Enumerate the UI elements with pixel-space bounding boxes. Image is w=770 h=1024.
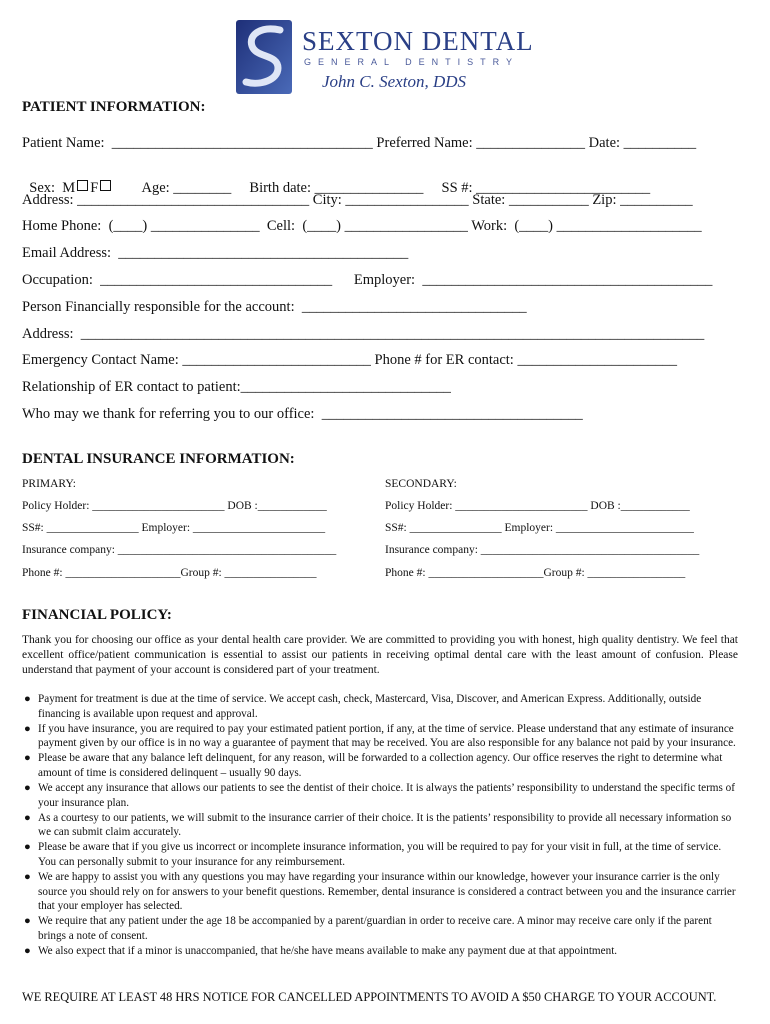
primary-insurance-company[interactable]: Insurance company: ______________________________________	[22, 544, 337, 556]
secondary-phone-group[interactable]: Phone #: ____________________Group #: _________________	[385, 567, 686, 579]
policy-item: ● We accept any insurance that allows our patients to see the dentist of their choice. It is always the patients’ responsibility to understand the specific terms of your insurance plan.	[24, 782, 735, 809]
policy-item: ● Please be aware that if you give us incorrect or incomplete insurance information, you will be required to pay for your visit in full, at the time of service. You can personally submit to your insurance for any reimbursement.	[24, 841, 722, 869]
policy-item: ● We are happy to assist you with any questions you may have regarding your insurance within our knowledge, however your insurance carrier is the only source you should rely on for answers to your benefit questions. Remember, dental insurance is considered a contract between you and the insurance carrier that your employer has selected.	[24, 871, 736, 913]
occupation-row[interactable]: Occupation: ________________________________ Employer: ________________________________________	[22, 272, 713, 288]
sex-m-checkbox[interactable]	[77, 180, 88, 191]
bullet-icon: ●	[24, 722, 31, 735]
patient-info-title: PATIENT INFORMATION:	[22, 99, 206, 115]
primary-label: PRIMARY:	[22, 478, 76, 490]
bullet-icon: ●	[24, 811, 31, 824]
sex-f-checkbox[interactable]	[100, 180, 111, 191]
bullet-icon: ●	[24, 945, 31, 958]
financial-policy-title: FINANCIAL POLICY:	[22, 607, 172, 623]
sex-m-label: M	[62, 180, 76, 196]
letterhead	[236, 18, 536, 98]
policy-list	[22, 692, 740, 959]
phone-row[interactable]: Home Phone: (____) _______________ Cell: (____) _________________ Work: (____) ____________________	[22, 218, 702, 234]
primary-ss-employer[interactable]: SS#: ________________ Employer: _______________________	[22, 522, 326, 534]
sex-label: Sex:	[29, 180, 56, 196]
emergency-contact-row[interactable]: Emergency Contact Name: __________________________ Phone # for ER contact: ______________________	[22, 352, 677, 368]
address-row[interactable]: Address: ________________________________ City: _________________ State: ___________ Zip: __________	[22, 192, 693, 208]
responsible-party-row[interactable]: Person Financially responsible for the account: _______________________________	[22, 299, 527, 315]
sex-f-label: F	[90, 180, 99, 196]
policy-item: ● We also expect that if a minor is unaccompanied, that he/she have means available to make any payment due at that appointment.	[24, 945, 618, 958]
bullet-icon: ●	[24, 841, 31, 854]
policy-item: ● As a courtesy to our patients, we will submit to the insurance carrier of their choice. It is the patients’ responsibility to provide all necessary information so we can submit claim accurately.	[24, 811, 732, 839]
policy-item: ● If you have insurance, you are required to pay your estimated patient portion, if any, at the time of service. Please understand that any estimate of insurance payment given by our office is in no way a guarantee of payment that may be received. You are also responsible for any balance not paid by your insurance.	[24, 722, 736, 750]
sexton-s-logo-icon	[236, 20, 292, 94]
referral-row[interactable]: Who may we thank for referring you to our office: ____________________________________	[22, 406, 583, 422]
doctor-name: John C. Sexton, DDS	[322, 72, 467, 91]
policy-item: ● Payment for treatment is due at the time of service. We accept cash, check, Mastercard, Visa, Discover, and American Express. Additionally, outside financing is available upon request and approval.	[24, 693, 702, 720]
responsible-address-row[interactable]: Address: ______________________________________________________________________________________	[22, 326, 705, 342]
insurance-title: DENTAL INSURANCE INFORMATION:	[22, 451, 295, 467]
secondary-insurance-company[interactable]: Insurance company: ______________________________________	[385, 544, 700, 556]
financial-intro: Thank you for choosing our office as your dental health care provider. We are committed to providing you with honest, high quality dentistry. We feel that excellent office/patient communication is essential to assist our patients in receiving optimal dental care with the least amount of confusion. Please understand that payment of your account is considered part of your treatment.	[22, 634, 738, 676]
bullet-icon: ●	[24, 915, 31, 928]
secondary-ss-employer[interactable]: SS#: ________________ Employer: ________________________	[385, 522, 694, 534]
brand-name: SEXTON DENTAL	[302, 26, 534, 56]
bullet-icon: ●	[24, 871, 31, 884]
brand-tagline: GENERAL DENTISTRY	[304, 57, 520, 67]
secondary-policy-holder[interactable]: Policy Holder: _______________________ DOB :____________	[385, 500, 690, 512]
bullet-icon: ●	[24, 752, 31, 765]
bullet-icon: ●	[24, 782, 31, 795]
secondary-label: SECONDARY:	[385, 478, 457, 490]
age-birth-ss-fields[interactable]: Age: ________ Birth date: _______________ SS #: ________________________	[141, 180, 651, 196]
policy-item: ● Please be aware that any balance left delinquent, for any reason, will be forwarded to a collection agency. Our office reserves the right to determine what amount of time is considered delinquent – usually 90 days.	[24, 752, 723, 779]
bullet-icon: ●	[24, 693, 31, 705]
email-row[interactable]: Email Address: ________________________________________	[22, 245, 409, 261]
primary-phone-group[interactable]: Phone #: ____________________Group #: ________________	[22, 567, 317, 579]
primary-policy-holder[interactable]: Policy Holder: _______________________ DOB :____________	[22, 500, 327, 512]
er-relationship-row[interactable]: Relationship of ER contact to patient:_____________________________	[22, 379, 451, 395]
patient-name-row[interactable]: Patient Name: ____________________________________ Preferred Name: _______________ Date: __________	[22, 135, 697, 151]
cancellation-notice: WE REQUIRE AT LEAST 48 HRS NOTICE FOR CANCELLED APPOINTMENTS TO AVOID A $50 CHARGE TO YOUR ACCOUNT.	[22, 990, 717, 1004]
policy-item: ● We require that any patient under the age 18 be accompanied by a parent/guardian in order to receive care. A minor may receive care only if the parent brings a note of consent.	[24, 915, 712, 942]
